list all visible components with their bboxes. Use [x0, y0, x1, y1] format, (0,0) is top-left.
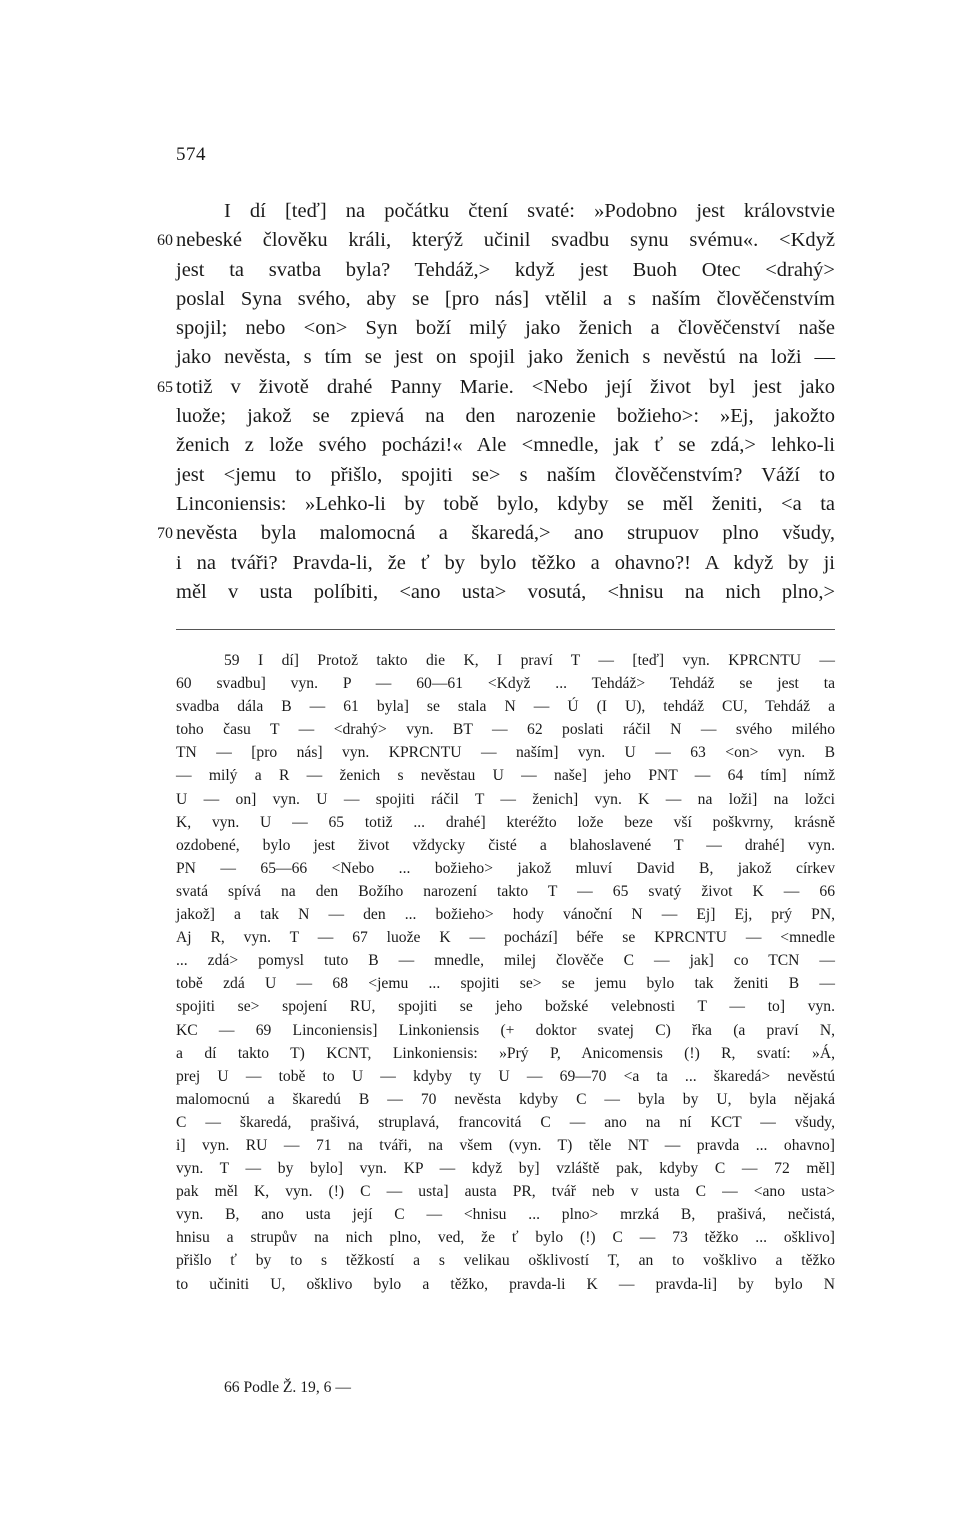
- text-line: [0, 226, 960, 255]
- text-line: [0, 256, 960, 285]
- line-number: 70: [157, 525, 173, 543]
- apparatus-line: pak měl K, vyn. (!) C — usta] austa PR, tvář neb v usta C — <ano usta>: [176, 1183, 835, 1201]
- page-number: 574: [176, 144, 206, 165]
- apparatus-line: 60 svadbu] vyn. P — 60—61 <Když ... Tehdáž> Tehdáž se jest ta: [176, 675, 835, 693]
- text-line: [0, 197, 960, 226]
- apparatus-line: i] vyn. RU — 71 na tváři, na všem (vyn. T) těle NT — pravda ... ohavno]: [176, 1136, 835, 1154]
- apparatus-line: vyn. B, ano usta její C — <hnisu ... plno> mrzká B, prašivá, nečistá,: [176, 1206, 835, 1224]
- line-number: 65: [157, 378, 173, 396]
- text-line: [0, 578, 960, 607]
- line-text: Linconiensis: »Lehko-li by tobě bylo, kdyby se měl ženiti, <a ta: [176, 492, 835, 515]
- text-line: [0, 285, 960, 314]
- main-text: [0, 197, 960, 607]
- apparatus-line: vyn. T — by bylo] vyn. KP — když by] vzláště pak, kdyby C — 72 měl]: [176, 1160, 835, 1178]
- apparatus-line: svadba dála B — 61 byla] se stala N — Ú (I U), tehdáž CU, Tehdáž a: [176, 698, 835, 716]
- apparatus-line: malomocnú a škaredú B — 70 nevěsta kdyby C — byla by U, byla nějaká: [176, 1090, 835, 1108]
- text-line: [0, 549, 960, 578]
- apparatus-line: a dí takto T) KCNT, Linkoniensis: »Prý P, Anicomensis (!) R, svatí: »Á,: [176, 1044, 835, 1062]
- apparatus-line: — milý a R — ženich s nevěstau U — naše] jeho PNT — 64 tím] nímž: [176, 767, 835, 785]
- critical-apparatus: [176, 649, 835, 1296]
- text-line: [0, 373, 960, 402]
- apparatus-line: tobě zdá U — 68 <jemu ... spojiti se> se jemu bylo tak ženiti B —: [176, 975, 835, 993]
- line-text: jest <jemu to přišlo, spojiti se> s naším člověčenstvím? Váží to: [176, 463, 835, 486]
- text-line: [0, 431, 960, 460]
- apparatus-line: Aj R, vyn. T — 67 luože K — pochází] béře se KPRCNTU — <mnedle: [176, 929, 835, 947]
- line-text: spojil; nebo <on> Syn boží milý jako ženich a člověčenství naše: [176, 317, 835, 340]
- line-text: ženich z lože svého pocházi!« Ale <mnedle, jak ť se zdá,> lehko-li: [176, 434, 835, 457]
- line-text: jest ta svatba byla? Tehdáž,> když jest Buoh Otec <drahý>: [176, 258, 835, 281]
- apparatus-line: C — škaredá, prašivá, struplavá, francovitá C — ano na ní KCT — všudy,: [176, 1113, 835, 1131]
- text-line: [0, 314, 960, 343]
- line-text: měl v usta políbiti, <ano usta> vosutá, <hnisu na nich plno,>: [176, 580, 835, 603]
- text-line: [0, 519, 960, 548]
- apparatus-line: prej U — tobě to U — kdyby ty U — 69—70 <a ta ... škaredá> nevěstú: [176, 1067, 835, 1085]
- line-text: I dí [teď] na počátku čtení svaté: »Podobno jest královstvie: [224, 200, 835, 222]
- line-text: nevěsta byla malomocná a škaredá,> ano strupuov plno všudy,: [176, 522, 835, 545]
- apparatus-line: hnisu a strupův na nich plno, ved, že ť bylo (!) C — 73 těžko ... ošklivo]: [176, 1229, 835, 1247]
- apparatus-line: spojiti se> spojení RU, spojiti se jeho božské velebnosti T — to] vyn.: [176, 998, 835, 1016]
- source-note: 66 Podle Ž. 19, 6 —: [224, 1379, 351, 1396]
- line-text: totiž v životě drahé Panny Marie. <Nebo její život byl jest jako: [176, 375, 835, 398]
- apparatus-line: jakož] a tak N — den ... božieho> hody vánoční N — Ej] Ej, prý PN,: [176, 906, 835, 924]
- footnote-divider: [176, 629, 835, 630]
- line-text: nebeské člověku králi, kterýž učinil svadbu synu svému«. <Když: [176, 229, 835, 252]
- apparatus-line: TN — [pro nás] vyn. KPRCNTU — naším] vyn. U — 63 <on> vyn. B: [176, 744, 835, 762]
- line-text: jako nevěsta, s tím se jest on spojil jako ženich s nevěstú na loži —: [176, 346, 835, 369]
- apparatus-line: PN — 65—66 <Nebo ... božieho> jakož mluví David B, jakož církev: [176, 859, 835, 877]
- apparatus-line: toho času T — <drahý> vyn. BT — 62 poslati ráčil N — svého milého: [176, 721, 835, 739]
- line-text: poslal Syna svého, aby se [pro nás] vtělil a s naším člověčenstvím: [176, 287, 835, 310]
- line-text: luože; jakož se zpievá na den narozenie božieho>: »Ej, jakožto: [176, 405, 835, 428]
- text-line: [0, 461, 960, 490]
- apparatus-line: ozdobené, bylo jest život vždycky čisté a blahoslavené T — drahé] vyn.: [176, 836, 835, 854]
- apparatus-line: ... zdá> pomysl tuto B — mnedle, milej člověče C — jak] co TCN —: [176, 952, 835, 970]
- apparatus-line: to učiniti U, ošklivo bylo a těžko, pravda-li K — pravda-li] by bylo N: [176, 1275, 835, 1293]
- apparatus-line: U — on] vyn. U — spojiti ráčil T — ženich] vyn. K — na loži] na ložci: [176, 790, 835, 808]
- text-line: [0, 343, 960, 372]
- apparatus-line: K, vyn. U — 65 totiž ... drahé] kteréžto lože beze vší poškvrny, krásně: [176, 813, 835, 831]
- apparatus-line: přišlo ť by to s těžkostí a s velikau ošklivostí T, an to vošklivo a těžko: [176, 1252, 835, 1270]
- text-line: [0, 490, 960, 519]
- apparatus-line: svatá spívá na den Božího narození takto T — 65 svatý život K — 66: [176, 882, 835, 900]
- apparatus-line: 59 I dí] Protož takto die K, I praví T — [teď] vyn. KPRCNTU —: [224, 652, 835, 669]
- line-text: i na tváři? Pravda-li, že ť by bylo těžko a ohavno?! A když by ji: [176, 551, 835, 574]
- apparatus-line: KC — 69 Linconiensis] Linkoniensis (+ doktor svatej C) řka (a praví N,: [176, 1021, 835, 1039]
- text-line: [0, 402, 960, 431]
- line-number: 60: [157, 232, 173, 250]
